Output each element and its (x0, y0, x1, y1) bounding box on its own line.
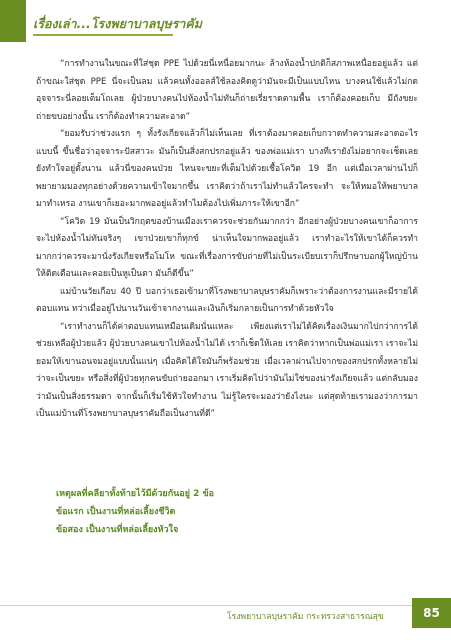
highlight-item: ข้อสอง เป็นงานที่หล่อเลี้ยงหัวใจ (56, 525, 179, 535)
header-accent-bar (0, 0, 26, 42)
paragraph: “เราทำงานก็ได้ค่าตอบแทนเหมือนเดิมนั่นแหละ เพียงแต่เราไม่ได้คิดเรื่องเงินมากไปกว่าการได้ช่วยเหลือผู้ป่วยแล้ว ผู้ป่วยบางคนเขาไปห้องน้ำไม่ได้ เราก็เช็ดให้เลย เราคิดว่าหากเป็นพ่อแม่เรา เราจะไม่ยอมให้เขานอนจมอยู่แบบนั้นแน่ๆ เมื่อคิดได้ใจมันก็พร้อมช่วย เมื่อเวลาผ่านไปจากของสกปรกทั้งหลายไม่ว่าจะเป็นขยะ หรือสิ่งที่ผู้ป่วยทุกคนขับถ่ายออกมา เราเริ่มคิดไปว่ามันไม่ใช่ของน่ารังเกียจแล้ว แต่กลับมองว่ามันเป็นสิ่งธรรมดา จากนั้นก็เริ่มใช้หัวใจทำงาน ไม่รู้ใครจะมองว่ายังไงนะ แต่สุดท้ายเรามองว่าการมาเป็นแม่บ้านที่โรงพยาบาลบุษราคัมถือเป็นงานที่ดี” (36, 321, 418, 419)
footer-publisher: โรงพยาบาลบุษราคัม กระทรวงสาธารณสุข (227, 612, 384, 622)
highlight-list (56, 485, 396, 539)
paragraph: “การทำงานในขณะที่ใส่ชุด PPE ไปด้วยนี่เหนื่อยมากนะ ล้างห้องน้ำปกติก็สภาพเหนื่อยอยู่แล้ว แต่ถ้าขณะใส่ชุด PPE นี่จะเป็นลม แล้วคนทั้งออลส์ใช้ลองคิดดูว่ามันจะมีเป็นแบบไหน บางคนใช้แล้วไม่กดอุจจาระนี่ลอยเต็มโถเลย ผู้ป่วยบางคนไปห้องน้ำไม่ทันก็ถ่ายเรี่ยราดตามพื้น เราก็ต้องคอยเก็บ มีถังขยะถ่ายขบอย่างนั้น เราก็ต้องทำความสะอาด” (36, 59, 418, 122)
page-header (0, 0, 451, 42)
paragraph: แม่บ้านวัยเกือบ 40 ปี บอกว่าเธอเข้ามาที่โรงพยาบาลบุษราคัมก็เพราะว่าต้องการงานและมีรายได้ตอบแทน ทว่าเมื่ออยู่ไปนานวันเข้าจากงานและเงินก็เริ่มกลายเป็นการทำด้วยหัวใจ (36, 286, 418, 314)
paragraph: “ยอมรับว่าช่วงแรก ๆ ทั้งรังเกียจแล้วก็ไม่เห็นเลย ที่เราต้องมาคอยเก็บกวาดทำความสะอาดอะไรแบบนี้ ขึ้นชื่อว่าอุจจาระปัสสาวะ มันก็เป็นสิ่งสกปรกอยู่แล้ว ของพ่อแม่เรา บางทีเรายังไม่อยากจะเช็ดเลย ยังทำใจอยู่ตั้งนาน แล้วนี่ของคนป่วย ไหนจะขยะที่เต็มไปด้วยเชื้อโควิด 19 อีก แต่เมื่อเวลาผ่านไปก็พยายามมองทุกอย่างด้วยความเข้าใจมากขึ้น เราคิดว่าถ้าเราไม่ทำแล้วใครจะทำ จะให้หมอให้พยาบาลมาทำเหรอ งานเขาก็เยอะมากพออยู่แล้วทำไมต้องไปเพิ่มภาระให้เขาอีก” (36, 129, 418, 209)
footer-divider (0, 605, 418, 606)
paragraph: “โควิด 19 มันเป็นวิกฤตของบ้านเมืองเราควรจะช่วยกันมากกว่า อีกอย่างผู้ป่วยบางคนเขาก็อาการจะไปห้องน้ำไม่ทันจริงๆ เขาป่วยเขาก็ทุกข์ น่าเห็นใจมากพออยู่แล้ว เราทำอะไรให้เขาได้ก็ควรทำ มากกว่าควรจะมานั่งรังเกียจหรือโมโห ขณะที่เรื่องการขับถ่ายที่ไม่เป็นระเบียบเราก็ปรึกษาบอกผู้ใหญ่บ้านให้ติดเตือนและคอยเป็นหูเป็นตา มันก็ดีขึ้น” (36, 216, 418, 279)
article-body (36, 56, 418, 424)
section-title: เรื่องเล่า...โรงพยาบาลบุษราคัม (33, 16, 203, 31)
page-number: 85 (412, 598, 451, 628)
highlight-heading: เหตุผลที่คลียาทั้งท้ายไว้มีด้วยกันอยู่ 2 ข้อ (56, 489, 215, 499)
highlight-item: ข้อแรก เป็นงานที่หล่อเลี้ยงชีวิต (56, 507, 176, 517)
header-underline (33, 34, 173, 36)
